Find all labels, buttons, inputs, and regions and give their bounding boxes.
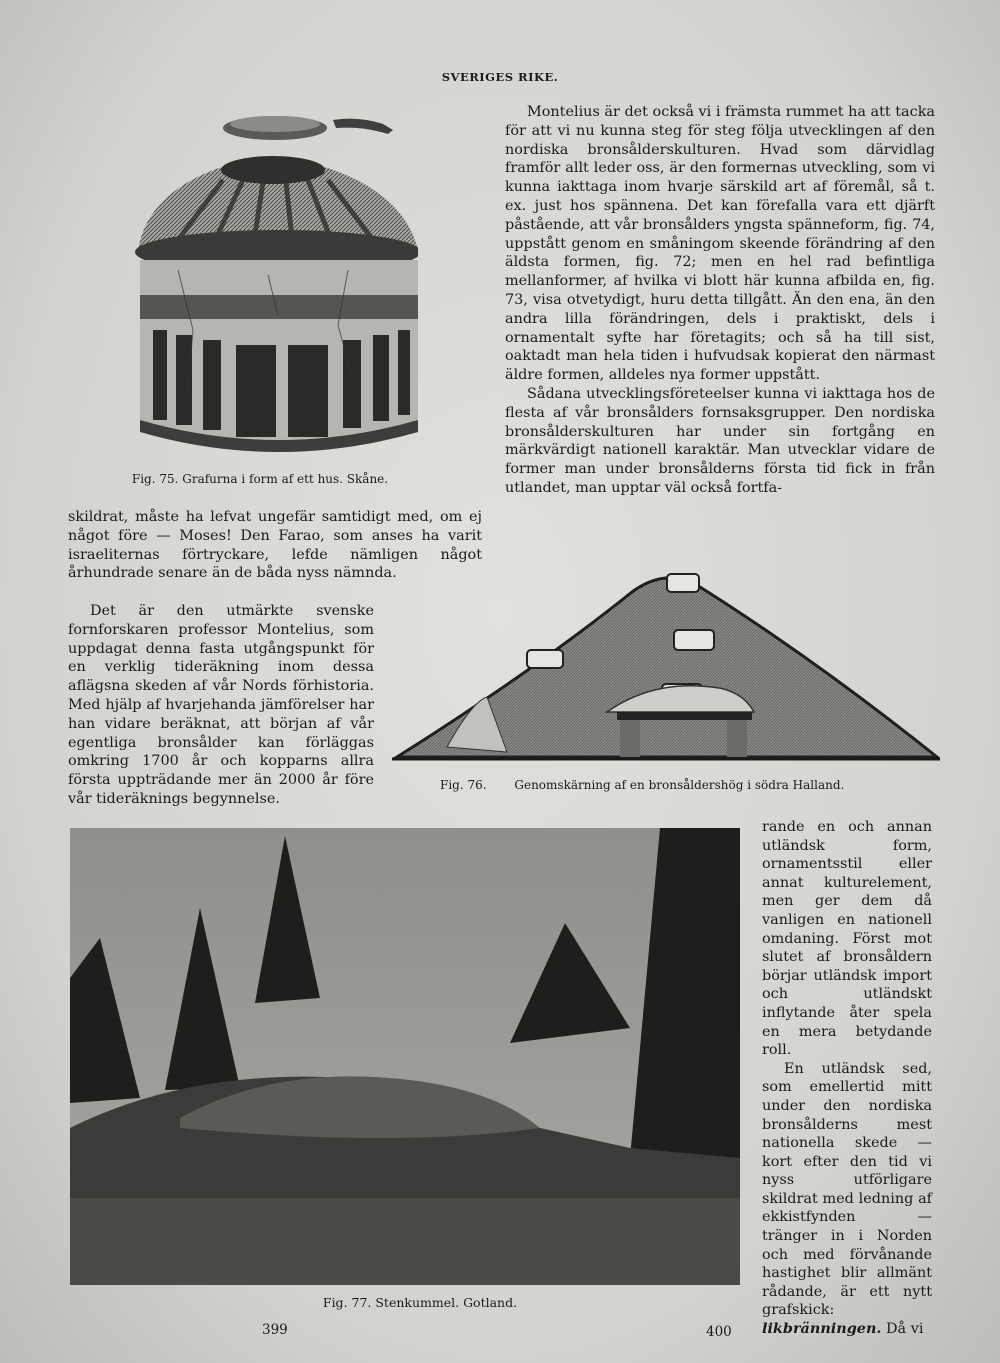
narrow-paragraph-2-start: En utländsk sed, som emellertid mitt under den nordiska bronsålderns mest nationella skede — kort efter den tid vi nyss utförligare skildrat med ledning af ekkistfynden — tränger in i Norden och med förvånande hastighet blir allmänt rådande, är ett nytt grafskick: [762, 1060, 932, 1319]
figure-76 [392, 562, 940, 767]
narrow-paragraph-2-end: Då vi [881, 1321, 924, 1338]
narrow-paragraph-1: rande en och annan utländsk form, ornamentsstil eller annat kulturelement, men ger dem då vanligen en nationell omdaning. Först mot slutet af bronsåldern börjar utländsk import och utländskt inflytande åter spela en mera betydande roll. [762, 819, 932, 1059]
narrow-column [762, 818, 932, 1339]
page-number-left: 399 [262, 1322, 288, 1338]
mound-section-illustration [392, 562, 940, 767]
left-paragraph-1: skildrat, måste ha lefvat ungefär samtidigt med, om ej något före — Moses! Den Farao, som anses ha varit israeliternas förtryckare, lefde nämligen något århundrade senare än de båda nyss nämnda. [68, 509, 482, 582]
fig-76-caption-row [440, 778, 900, 792]
left-column-2 [68, 602, 374, 809]
right-paragraph-1: Montelius är det också vi i främsta rummet ha att tacka för att vi nu kunna steg för steg följa utvecklingen af den nordiska bronsålderskulturen. Hvad som därvidlag framför allt leder oss, är den formernas utveckling, som vi kunna iakttaga inom hvarje särskild art af föremål, så t. ex. just hos spännena. Det kan förefalla vara ett djärft påstående, att vår bronsålders yngsta spänneform, fig. 74, uppstått genom en småningom skeende förändring af den äldsta formen, fig. 72; men en hel rad befintliga mellanformer, af hvilka vi blott här kunna afbilda en, fig. 73, visa otvetydigt, huru detta tillgått. Än den ena, än den andra lilla förändringen, dels i praktiskt, dels i ornamentalt syfte har företagits; och så ha till sist, oaktadt man hela tiden i hufvudsak kopierat den närmast äldre formen, alldeles nya former uppstått. [505, 104, 935, 384]
narrow-paragraph-2 [762, 1060, 932, 1339]
left-paragraph-2: Det är den utmärkte svenske fornforskaren professor Montelius, som uppdagat denna fasta utgångspunkt för en verklig tideräkning inom dessa aflägsna skeden af vår Nords förhistoria. Med hjälp af hvarjehanda jämförelser har han vidare beräknat, att början af vår egentliga bronsålder kan förläggas omkring 1700 år och kopparns allra första uppträdande mer än 2000 år före vår tideräknings begynnelse. [68, 603, 374, 807]
fig-77-caption: Fig. 77. Stenkummel. Gotland. [322, 1295, 518, 1310]
figure-77 [70, 828, 740, 1285]
fig-75-caption: Fig. 75. Grafurna i form af ett hus. Skåne. [131, 472, 389, 486]
figure-75 [118, 100, 418, 465]
running-header: SVERIGES RIKE. [441, 70, 559, 84]
house-urn-illustration [118, 100, 418, 465]
right-paragraph-2: Sådana utvecklingsföreteelser kunna vi iakttaga hos de flesta af vår bronsålders fornsaksgrupper. Den nordiska bronsålderskulturen har under sin fortgång en märkvärdigt nationell karaktär. Man utvecklar vidare de former man under bronsålderns första tid fick in från utlandet, man upptar väl också fortfa- [505, 385, 935, 496]
fig-76-caption: Genomskärning af en bronsåldershög i södra Halland. [514, 778, 845, 792]
page-number-right: 400 [706, 1324, 732, 1340]
stone-cairn-photo [70, 828, 740, 1285]
fig-76-label: Fig. 76. [440, 778, 487, 792]
right-column [505, 103, 935, 498]
emphasized-term: likbränningen. [762, 1320, 882, 1338]
